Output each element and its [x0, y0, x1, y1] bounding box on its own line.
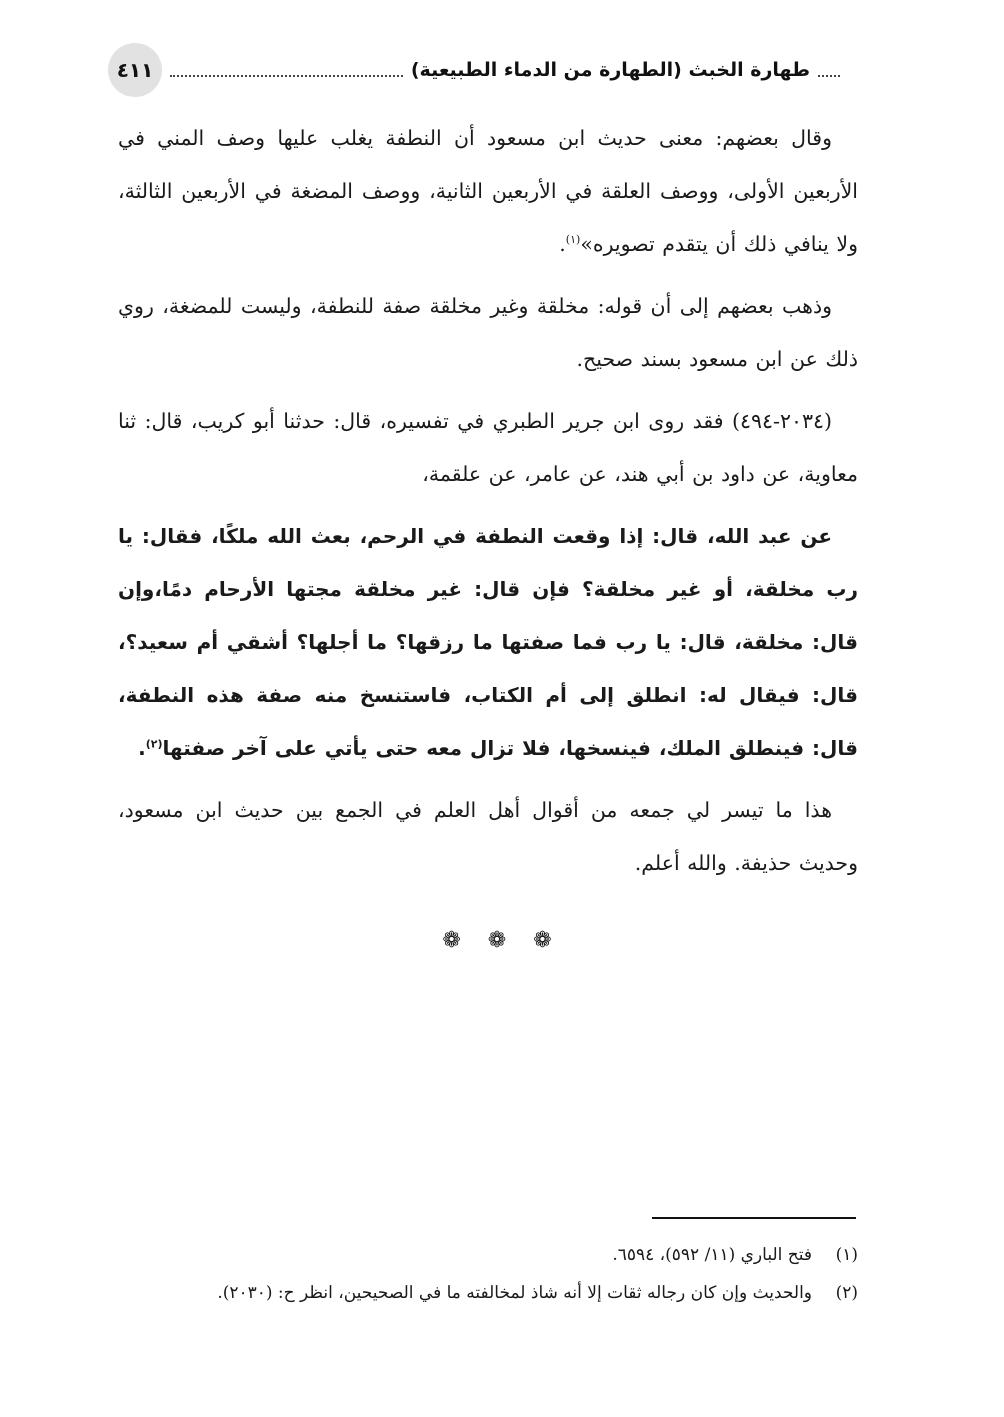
paragraph-text: وقال بعضهم: معنى حديث ابن مسعود أن النطفة يغلب عليها وصف المني في الأربعين الأولى، ووصف العلقة في الأربعين الثانية، ووصف المضغة في الأربعين الثالثة، ولا ينافي ذلك أن يتقدم تصويره»: [118, 126, 858, 256]
paragraph-text: عن عبد الله، قال: إذا وقعت النطفة في الرحم، بعث الله ملكًا، فقال: يا رب مخلقة، أو غير مخلقة؟ فإن قال: غير مخلقة مجتها الأرحام دمًا،وإن قال: مخلقة، قال: يا رب فما صفتها ما رزقها؟ ما أجلها؟ أشقي أم سعيد؟، قال: فيقال له: انطلق إلى أم الكتاب، فاستنسخ منه صفة هذه النطفة، قال: فينطلق الملك، فينسخها، فلا تزال معه حتى يأتي على آخر صفتها: [118, 524, 858, 760]
footnote-1: [118, 1236, 858, 1274]
paragraph-3: [118, 395, 858, 501]
footnotes: [118, 1236, 858, 1312]
hadith-text: [118, 510, 858, 775]
footnote-ref-2: (٢): [145, 737, 163, 751]
paragraph-1: [118, 112, 858, 271]
page-number: ٤١١: [108, 43, 162, 97]
paragraph-end-mark: .: [559, 232, 566, 256]
paragraph-2: [118, 280, 858, 386]
footnote-number: (١): [835, 1245, 858, 1265]
paragraph-text: وذهب بعضهم إلى أن قوله: مخلقة وغير مخلقة صفة للنطفة، وليست للمضغة، روي ذلك عن ابن مسعود بسند صحيح.: [118, 294, 858, 371]
paragraph-text: هذا ما تيسر لي جمعه من أقوال أهل العلم في الجمع بين حديث ابن مسعود، وحديث حذيفة. والله أعلم.: [118, 798, 858, 875]
header-leader-dots-right: [818, 75, 840, 77]
section-ornament: ❁ ❁ ❁: [442, 928, 562, 953]
footnote-number: (٢): [835, 1283, 858, 1303]
footnote-2: [118, 1274, 858, 1312]
page-body: [118, 112, 858, 899]
paragraph-text: (٢٠٣٤-٤٩٤) فقد روى ابن جرير الطبري في تفسيره، قال: حدثنا أبو كريب، قال: ثنا معاوية، عن داود بن أبي هند، عن عامر، عن علقمة،: [118, 409, 858, 486]
paragraph-end-mark: .: [138, 736, 146, 760]
footnote-separator: [652, 1217, 856, 1219]
footnote-text: والحديث وإن كان رجاله ثقات إلا أنه شاذ لمخالفته ما في الصحيحين، انظر ح: (٢٠٣٠).: [217, 1283, 812, 1303]
running-header: [108, 42, 848, 98]
paragraph-5: [118, 784, 858, 890]
footnote-text: فتح الباري (١١/ ٥٩٢)، ٦٥٩٤.: [612, 1245, 812, 1265]
footnote-ref-1: (١): [565, 233, 581, 247]
header-title: طهارة الخبث (الطهارة من الدماء الطبيعية): [410, 59, 810, 81]
header-leader-dots: [170, 75, 403, 77]
